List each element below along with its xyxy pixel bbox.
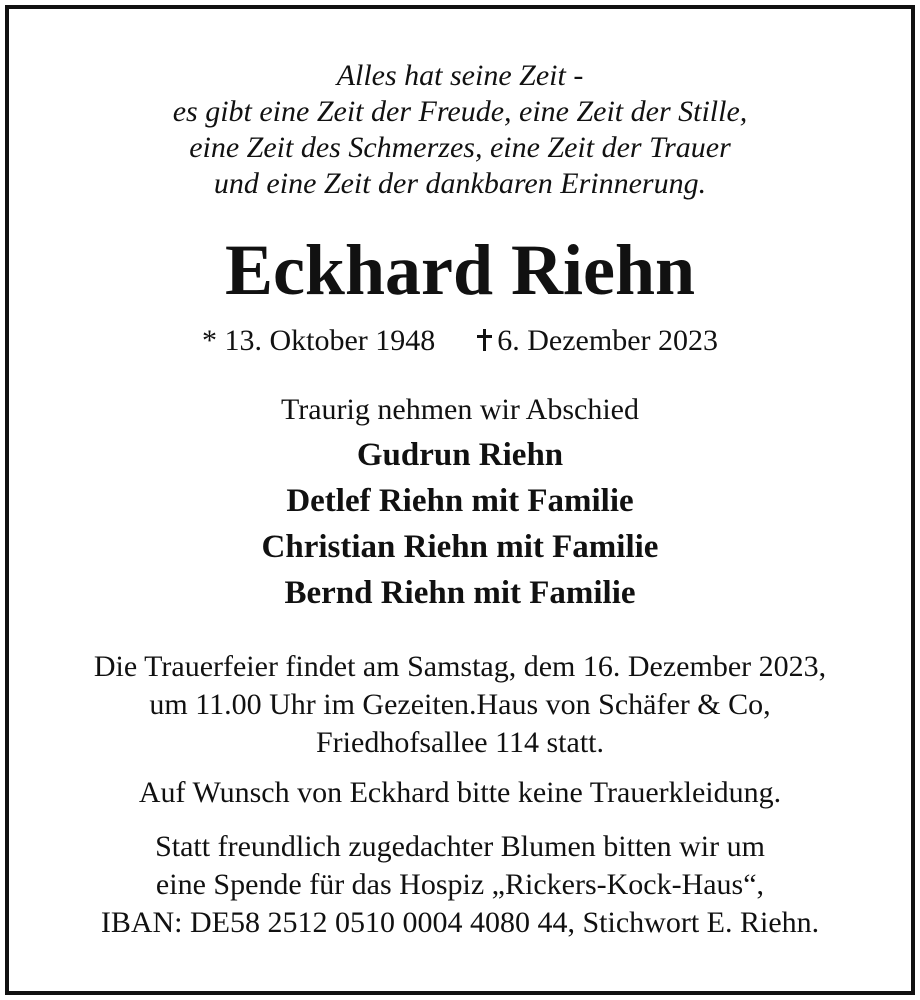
service-line: Friedhofsallee 114 statt. — [316, 726, 604, 759]
cross-icon — [477, 329, 491, 351]
motto-line: eine Zeit des Schmerzes, eine Zeit der Trauer — [189, 131, 731, 164]
motto-line: und eine Zeit der dankbaren Erinnerung. — [213, 167, 707, 200]
donation-line: eine Spende für das Hospiz „Rickers-Kock-Haus“, — [155, 868, 765, 901]
mourners-list — [0, 432, 920, 616]
death-date: 6. Dezember 2023 — [497, 324, 719, 357]
motto-line: es gibt eine Zeit der Freude, eine Zeit der Stille, — [172, 95, 748, 128]
mourner-name: Detlef Riehn mit Familie — [286, 483, 634, 519]
service-line: um 11.00 Uhr im Gezeiten.Haus von Schäfer & Co, — [149, 688, 771, 721]
motto-verse — [0, 58, 920, 202]
mourner-name: Bernd Riehn mit Familie — [284, 575, 636, 611]
service-line: Die Trauerfeier findet am Samstag, dem 16. Dezember 2023, — [93, 650, 827, 683]
mourner-name: Gudrun Riehn — [356, 437, 564, 473]
motto-line: Alles hat seine Zeit - — [336, 59, 584, 92]
mourning-intro: Traurig nehmen wir Abschied — [280, 393, 639, 426]
donation-info — [0, 828, 920, 942]
mourner-name: Christian Riehn mit Familie — [261, 529, 659, 565]
donation-line: Statt freundlich zugedachter Blumen bitten wir um — [155, 830, 765, 863]
birth-date: * 13. Oktober 1948 — [201, 324, 436, 357]
dress-code-note: Auf Wunsch von Eckhard bitte keine Trauerkleidung. — [138, 776, 782, 809]
deceased-name: Eckhard Riehn — [224, 230, 696, 310]
funeral-service-info — [0, 648, 920, 762]
donation-line: IBAN: DE58 2512 0510 0004 4080 44, Stichwort E. Riehn. — [100, 906, 820, 939]
life-dates — [0, 322, 920, 360]
